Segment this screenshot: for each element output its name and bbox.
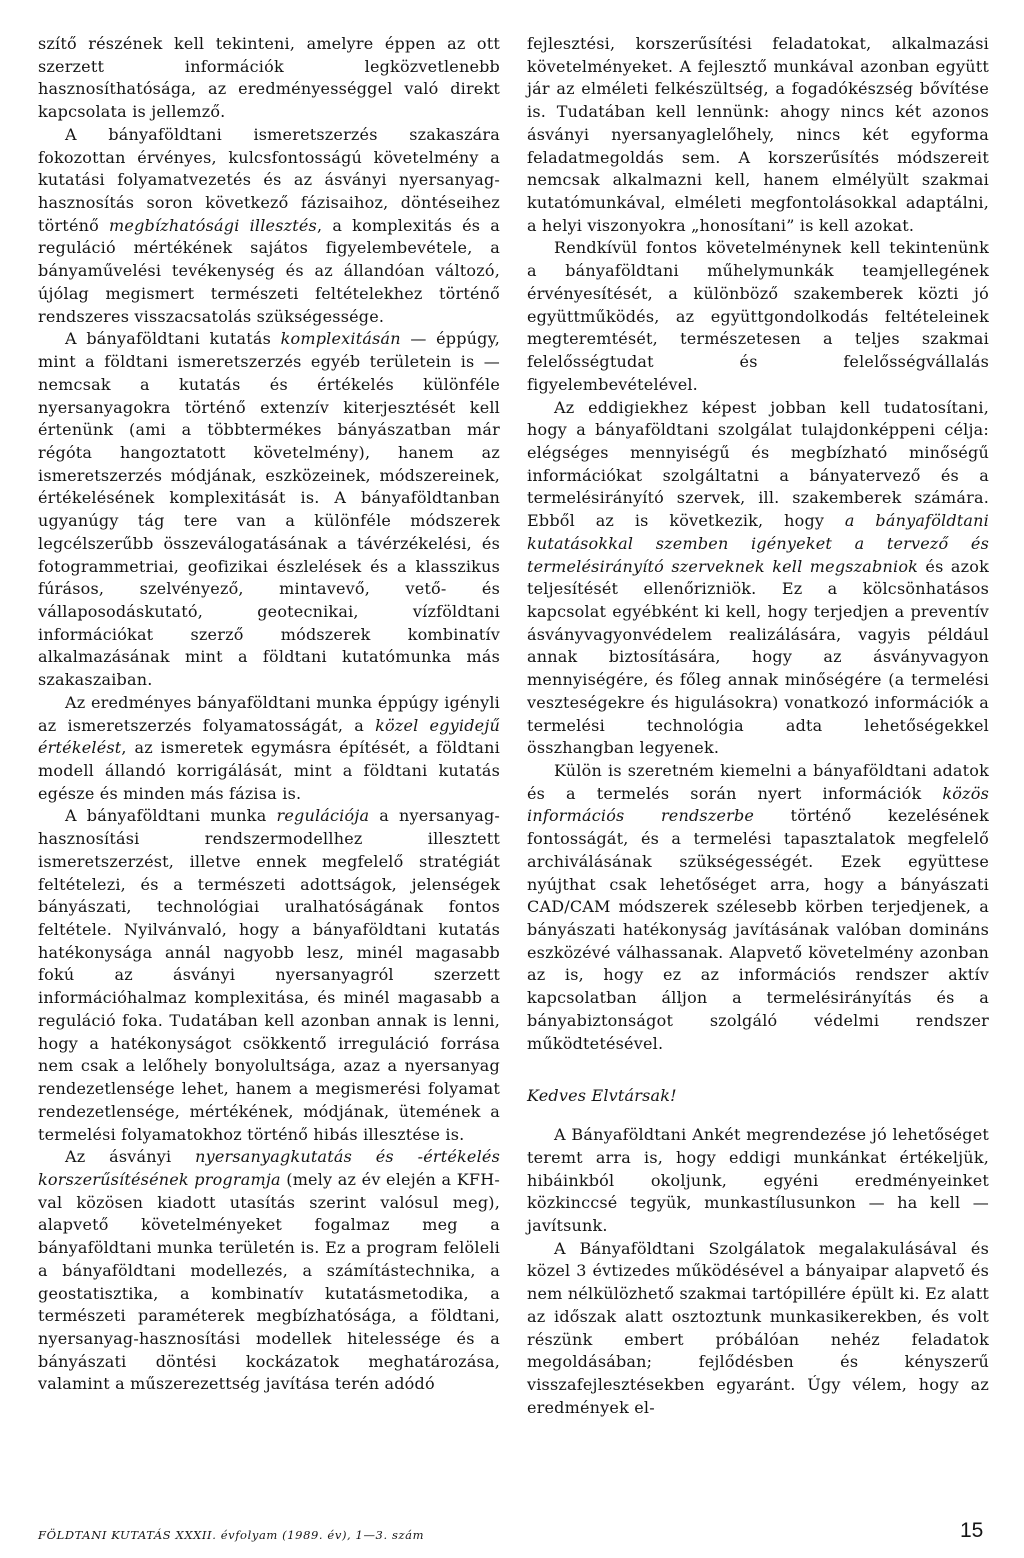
text-run: Az eredményes bányaföldtani munka éppúgy igényli az ismeretszerzés folyamatosságát, a xyxy=(38,692,500,735)
text-run: A bányaföldtani ismeretszerzés szakaszára fokozottan érvényes, kulcsfontosságú követelmény a kutatási folyamatvezetés és az ásványi nyersanyag-hasznosítás soron következő fázisaihoz, döntéseihez történő xyxy=(38,124,500,235)
right-column xyxy=(527,33,989,1419)
text-run: történő kezelésének fontosságát, és a termelési tapasztalatok megfelelő archiválásának szükségességét. Ezek együttese nyújthat csak lehetőséget arra, hogy a bányászati CAD/CAM módszerek szélesebb körben terjedjenek, a bányászati hatékonyság javításának valóban domináns eszközévé válhassanak. Alapvető követelmény azonban az is, hogy ez az információs rendszer aktív kapcsolatban álljon a termelésirányítás és a bányabiztonságot szolgáló védelmi rendszer működtetésével. xyxy=(527,806,989,1053)
paragraph xyxy=(38,328,500,692)
paragraph: A Bányaföldtani Ankét megrendezése jó lehetőséget teremt arra is, hogy eddigi munkánkat értékeljük, hibáinkból okoljunk, egyéni eredményeinket közkinccsé tegyük, munkastílusunkon — ha kell — javítsunk. xyxy=(527,1125,989,1235)
text-run: A bányaföldtani munka xyxy=(65,806,277,826)
page-number: 15 xyxy=(960,1519,984,1542)
text-run: a nyersanyag-hasznosítási rendszermodellhez illesztett ismeretszerzést, illetve ennek megfelelő stratégiát feltételezi, és a természeti adottságok, jelenségek bányászati, technológiai uralhatóságának fontos feltétele. Nyilvánvaló, hogy a bányaföldtani kutatás hatékonysága annál nagyobb lesz, minél magasabb fokú az ásványi nyersanyagról szerzett információhalmaz komplexitása, és minél magasabb a reguláció foka. Tudatában kell azonban annak is lenni, hogy a hatékonyságot csökkentő irreguláció forrása nem csak a lelőhely bonyolultsága, azaz a nyersanyag rendezetlensége lehet, hanem a megismerési folyamat rendezetlensége, mértékének, módjának, ütemének a termelési folyamatokhoz történő hibás illesztése is. xyxy=(38,806,500,1144)
text-run: — éppúgy, mint a földtani ismeretszerzés egyéb területein is — nemcsak a kutatás és értékelés különféle nyersanyagokra történő extenzív kiterjesztését kell értenünk (ami a többtermékes bányászatban már régóta hangoztatott követelmény), hanem az ismeretszerzés módjának, eszközeinek, módszereinek, értékelésének komplexitását is. A bányaföldtanban ugyanúgy tág tere van a különféle módszerek legcélszerűbb összeválogatásának a távérzékelési, és fotogrammetriai, geofizikai észlelések és a klasszikus fúrásos, szelvényező, mintavevő, vető- és vállaposodáskutató, geotecnikai, vízföldtani információkat szerző módszerek kombinatív alkalmazásának mint a földtani kutatómunka más szakaszaiban. xyxy=(38,329,501,690)
paragraph: fejlesztési, korszerűsítési feladatokat, alkalmazási követelményeket. A fejlesztő munkával azonban együtt jár az elméleti felkészültség, a fogadókészség bővítése is. Tudatában kell lennünk: ahogy nincs két azonos ásványi nyersanyaglelőhely, nincs két egyforma feladatmegoldás sem. A korszerűsítés módszereit nemcsak alkalmazni kell, hanem elmélyült szakmai kutatómunkával, elméleti megfontolásokkal adaptálni, a helyi viszonyokra „honosítani” is kell azokat. xyxy=(527,34,989,235)
emphasized-text: komplexitásán xyxy=(280,329,401,349)
paragraph xyxy=(38,1146,500,1396)
paragraph: szítő részének kell tekinteni, amelyre éppen az ott szerzett információk legközvetlenebb hasznosíthatósága, az eredményességgel való direkt kapcsolata is jellemző. xyxy=(38,34,500,122)
emphasized-text: közel egyidejű értékelést xyxy=(38,715,500,758)
paragraph xyxy=(38,805,500,1146)
journal-footer: FÖLDTANI KUTATÁS XXXII. évfolyam (1989. év), 1—3. szám xyxy=(38,1528,425,1542)
text-run: , a komplexitás és a reguláció mértékének sajátos figyelembevétele, a bányaművelési tevékenység és az állandóan változó, újólag megismert természeti feltételekhez történő rendszeres visszacsatolás szükségessége. xyxy=(38,215,500,326)
text-run: és azok teljesítését ellenőrizniök. Ez a kölcsönhatásos kapcsolat egyébként ki kell, hogy terjedjen a preventív ásványvagyonvédelem realizálására, vagyis például annak biztosítására, hogy az ásványvagyon mennyiségére, és főleg annak minőségére (a termelési veszteségekre és higulásokra) vonatkozó információk a termelési technológia adta lehetőségekkel összhangban legyenek. xyxy=(527,556,989,758)
emphasized-text: megbízhatósági illesztés xyxy=(109,215,317,235)
paragraph xyxy=(38,124,500,328)
text-run: (mely az év elején a KFH-val közösen kiadott utasítás szerint valósul meg), alapvető követelményeket fogalmaz meg a bányaföldtani munka területén is. Ez a program felöleli a bányaföldtani modellezés, a számítástechnika, a geostatisztika, a kombinatív kutatásmetodika, a természeti paraméterek megbízhatósága, a földtani, nyersanyag-hasznosítási modellek hitelessége és a bányászati döntési kockázatok meghatározása, valamint a műszerezettség javítása terén adódó xyxy=(38,1169,500,1394)
text-run: A bányaföldtani kutatás xyxy=(65,329,281,349)
paragraph xyxy=(527,760,989,1055)
salutation xyxy=(527,1085,989,1108)
emphasized-text: közös információs rendszerbe xyxy=(527,783,989,826)
text-run: Külön is szeretném kiemelni a bányaföldtani adatok és a termelés során nyert információk xyxy=(527,761,989,803)
paragraph: A Bányaföldtani Szolgálatok megalakulásával és közel 3 évtizedes működésével a bányaipar alapvető és nem nélkülözhető szakmai tartópillére épült ki. Ez alatt az időszak alatt osztoztunk munkasikerekben, és volt részünk embert próbálóan nehéz feladatok megoldásában; fejlődésben és kényszerű visszafejlesztésekben egyaránt. Úgy vélem, hogy az eredmények el- xyxy=(527,1238,989,1417)
emphasized-text: a bányaföldtani kutatásokkal szemben igényeket a tervező és termelésirányító szerveknek kell megszabniok xyxy=(527,511,989,576)
text-run: , az ismeretek egymásra építését, a földtani modell állandó korrigálását, mint a földtani kutatás egésze és minden más fázisa is. xyxy=(38,738,500,803)
left-column xyxy=(38,33,500,1396)
paragraph xyxy=(527,397,989,761)
text-run: Az eddigiekhez képest jobban kell tudatosítani, hogy a bányaföldtani szolgálat tulajdonképpeni célja: elégséges mennyiségű és megbízható minőségű információkat szolgáltatni a bányatervező és a termelésirányító szervek, ill. szakemberek számára. Ebből az is következik, hogy xyxy=(527,397,989,531)
paragraph: Rendkívül fontos követelménynek kell tekintenünk a bányaföldtani műhelymunkák teamjellegének érvényesítését, a különböző szakemberek közti jó együttműködés, az együttgondolkodás feltételeinek megteremtését, természetesen a teljes szakmai felelősségtudat és felelősségvállalás figyelembevételével. xyxy=(527,238,989,394)
emphasized-text: regulációja xyxy=(276,806,370,826)
salutation-text: Kedves Elvtársak! xyxy=(527,1086,677,1106)
text-run: Az ásványi xyxy=(65,1147,196,1167)
paragraph xyxy=(38,692,500,806)
emphasized-text: nyersanyagkutatás és -értékelés korszerűsítésének programja xyxy=(38,1147,500,1189)
